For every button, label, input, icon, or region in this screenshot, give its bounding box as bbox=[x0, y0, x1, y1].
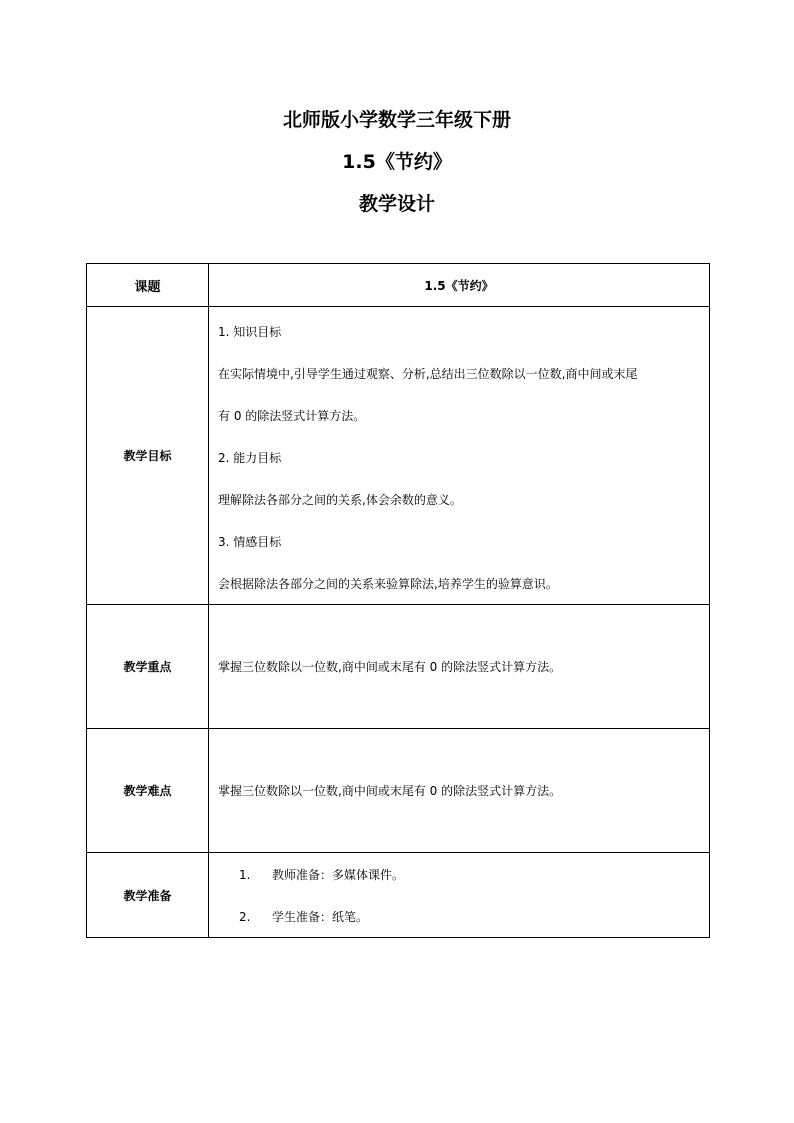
goals-label: 教学目标 bbox=[87, 307, 209, 605]
table-row-topic bbox=[87, 264, 710, 307]
goal-line: 会根据除法各部分之间的关系来验算除法,培养学生的验算意识。 bbox=[218, 577, 558, 591]
document-title: 北师版小学数学三年级下册 bbox=[282, 109, 511, 131]
goal-line: 理解除法各部分之间的关系,体会余数的意义。 bbox=[218, 493, 462, 507]
goals-content bbox=[209, 307, 710, 605]
topic-label: 课题 bbox=[87, 264, 209, 307]
goal-line: 3. 情感目标 bbox=[218, 535, 282, 549]
preparation-label: 教学准备 bbox=[87, 853, 209, 938]
goal-line: 1. 知识目标 bbox=[218, 325, 282, 339]
goal-line: 在实际情境中,引导学生通过观察、分析,总结出三位数除以一位数,商中间或末尾 bbox=[218, 367, 638, 381]
list-item-number: 2. bbox=[239, 910, 251, 924]
list-item-text: 学生准备：纸笔。 bbox=[272, 910, 369, 924]
difficulties-text: 掌握三位数除以一位数,商中间或末尾有 0 的除法竖式计算方法。 bbox=[209, 729, 710, 853]
key-points-text: 掌握三位数除以一位数,商中间或末尾有 0 的除法竖式计算方法。 bbox=[209, 605, 710, 729]
lesson-plan-table bbox=[86, 263, 710, 938]
table-row-preparation bbox=[87, 853, 710, 938]
list-item bbox=[209, 907, 709, 937]
difficulties-label: 教学难点 bbox=[87, 729, 209, 853]
key-points-label: 教学重点 bbox=[87, 605, 209, 729]
document-subtitle: 教学设计 bbox=[358, 193, 435, 215]
table-row-goals bbox=[87, 307, 710, 605]
goal-line: 2. 能力目标 bbox=[218, 451, 282, 465]
list-item bbox=[209, 865, 709, 907]
table-row-difficulties bbox=[87, 729, 710, 853]
preparation-list bbox=[209, 853, 710, 938]
list-item-number: 1. bbox=[239, 868, 251, 882]
topic-value: 1.5《节约》 bbox=[209, 264, 710, 307]
list-item-text: 教师准备：多媒体课件。 bbox=[272, 868, 405, 882]
lesson-number-title: 1.5《节约》 bbox=[342, 151, 452, 173]
table-row-key-points bbox=[87, 605, 710, 729]
goal-line: 有 0 的除法竖式计算方法。 bbox=[218, 409, 366, 423]
